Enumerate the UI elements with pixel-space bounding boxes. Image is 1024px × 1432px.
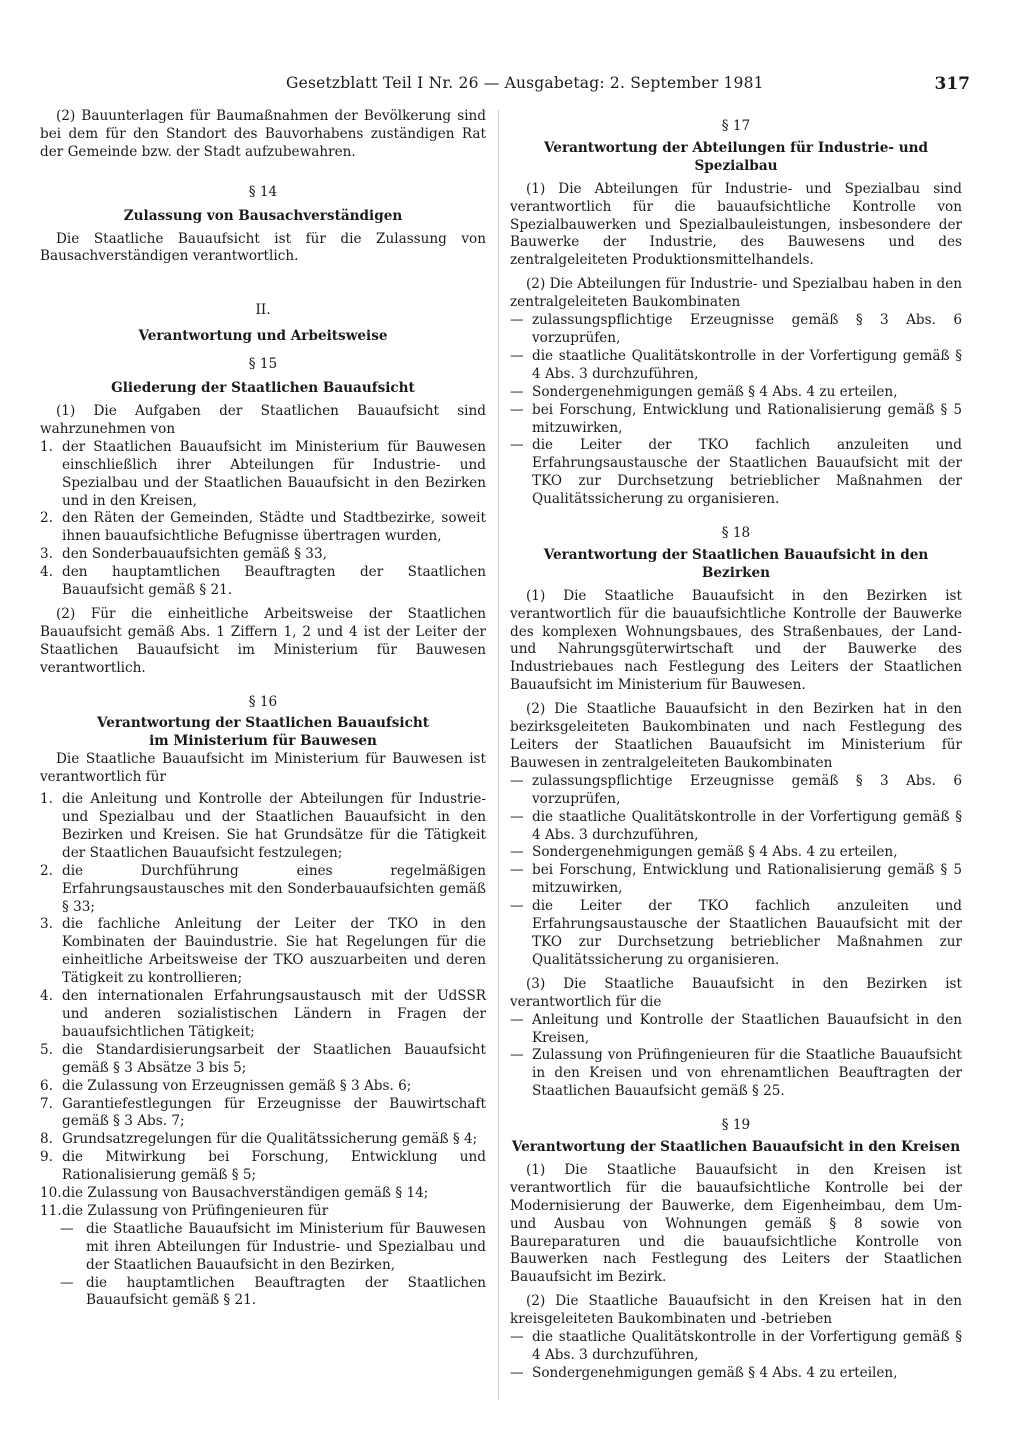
dash-marker: — [510, 437, 524, 454]
list-item [40, 1203, 486, 1221]
section-16-number: § 16 [248, 693, 278, 710]
list-item-number: 5. [40, 1041, 53, 1058]
list-item [40, 1131, 486, 1149]
dash-list-item [510, 348, 962, 384]
sub-list-item [40, 1275, 486, 1311]
dash-list-item [510, 1047, 962, 1101]
list-item-number: 4. [40, 564, 53, 581]
dash-marker: — [510, 1047, 524, 1064]
list-item [40, 546, 486, 564]
dash-list-item [510, 844, 962, 862]
section-18-number: § 18 [721, 525, 751, 542]
section-15-title: Gliederung der Staatlichen Bauaufsicht [111, 380, 415, 397]
left-column [40, 108, 486, 1310]
dash-list-item-text: zulassungspflichtige Erzeugnisse gemäß § 3 Abs. 6 vorzuprüfen, [532, 772, 962, 807]
list-item-text: die Anleitung und Kontrolle der Abteilungen für Industrie- und Spezialbau und der Staatlichen Bauaufsicht in den Bezirken und Kreisen. Sie hat Grundsätze für die Tätigkeit der Staatlichen Bauaufsicht festzulegen; [62, 791, 486, 861]
dash-marker: — [510, 383, 524, 400]
dash-list-item-text: Sondergenehmigungen gemäß § 4 Abs. 4 zu erteilen, [532, 1364, 898, 1381]
list-item-number: 9. [40, 1149, 53, 1166]
dash-list-item [510, 1012, 962, 1048]
dash-marker: — [510, 772, 524, 789]
dash-list-item [510, 862, 962, 898]
dash-marker: — [510, 1329, 524, 1346]
list-item [40, 916, 486, 988]
section-15-number: § 15 [248, 356, 278, 373]
list-item [40, 1149, 486, 1185]
dash-list-item-text: Sondergenehmigungen gemäß § 4 Abs. 4 zu erteilen, [532, 844, 898, 861]
dash-marker: — [510, 401, 524, 418]
right-column [510, 108, 962, 1383]
section-19-paragraph-1: (1) Die Staatliche Bauaufsicht in den Kreisen ist verantwortlich für die bauaufsichtliche Kontrolle bei der Modernisierung der Bauwerke, dem Eigenheimbau, dem Um- und Ausbau von Wohnungen gemäß § 8 sowie von Baureparaturen und die bauaufsichtliche Kontrolle von Bauwerken nach Festlegung des Leiters der Staatlichen Bauaufsicht im Bezirk. [510, 1161, 962, 1286]
list-item [40, 988, 486, 1042]
dash-list-item [510, 809, 962, 845]
dash-list-item-text: die Leiter der TKO fachlich anzuleiten und Erfahrungsaustausche der Staatlichen Bauaufsicht mit der TKO zur Durchsetzung betrieblicher Maßnahmen zur Qualitätssicherung zu organisieren. [532, 898, 962, 968]
dash-list-item-text: Sondergenehmigungen gemäß § 4 Abs. 4 zu erteilen, [532, 383, 898, 400]
dash-list-item [510, 773, 962, 809]
list-item-number: 7. [40, 1095, 53, 1112]
list-item-number: 8. [40, 1131, 53, 1148]
dash-list-item [510, 312, 962, 348]
sub-list-item [40, 1221, 486, 1275]
dash-list-item-text: bei Forschung, Entwicklung und Rationalisierung gemäß § 5 mitzuwirken, [532, 862, 962, 897]
dash-list-item [510, 384, 962, 402]
list-item-number: 1. [40, 791, 53, 808]
column-divider [498, 110, 499, 1400]
dash-marker: — [510, 1011, 524, 1028]
dash-marker: — [510, 844, 524, 861]
section-17-title: Verantwortung der Abteilungen für Industrie- und Spezialbau [544, 139, 928, 174]
header-title: Gesetzblatt Teil I Nr. 26 — Ausgabetag: 2. September 1981 [286, 74, 764, 92]
section-17-number: § 17 [721, 118, 751, 134]
section-14-text: Die Staatliche Bauaufsicht ist für die Zulassung von Bausachverständigen verantwortlich. [40, 230, 486, 265]
list-item-number: 4. [40, 988, 53, 1005]
section-16-title-line-1: Verantwortung der Staatlichen Bauaufsicht [96, 715, 430, 732]
dash-marker: — [510, 312, 524, 329]
section-18-paragraph-3: (3) Die Staatliche Bauaufsicht in den Bezirken ist verantwortlich für die [510, 975, 962, 1010]
dash-marker: — [60, 1220, 74, 1237]
list-item [40, 1078, 486, 1096]
paragraph-intro: (2) Bauunterlagen für Baumaßnahmen der Bevölkerung sind bei dem für den Standort des Bauvorhabens zuständigen Rat der Gemeinde bzw. der Stadt aufzubewahren. [40, 108, 486, 160]
list-item [40, 510, 486, 546]
list-item [40, 564, 486, 600]
section-19-title: Verantwortung der Staatlichen Bauaufsicht in den Kreisen [511, 1139, 961, 1156]
dash-marker: — [510, 347, 524, 364]
list-item [40, 439, 486, 511]
list-item-text: die Mitwirkung bei Forschung, Entwicklung und Rationalisierung gemäß § 5; [62, 1149, 486, 1184]
page-number: 317 [934, 74, 970, 94]
sub-list-item-text: die hauptamtlichen Beauftragten der Staatlichen Bauaufsicht gemäß § 21. [86, 1274, 486, 1309]
section-15-paragraph-1: (1) Die Aufgaben der Staatlichen Bauaufsicht sind wahrzunehmen von [40, 402, 486, 437]
dash-list-item-text: die staatliche Qualitätskontrolle in der Vorfertigung gemäß § 4 Abs. 3 durchzuführen, [532, 347, 962, 382]
list-item-text: den internationalen Erfahrungsaustausch mit der UdSSR und anderen sozialistischen Ländern in Fragen der bauaufsichtlichen Tätigkeit; [62, 988, 486, 1040]
dash-marker: — [60, 1274, 74, 1291]
list-item-text: die Durchführung eines regelmäßigen Erfahrungsaustausches mit den Sonderbauaufsichten gemäß § 33; [62, 862, 486, 915]
section-19-paragraph-2: (2) Die Staatliche Bauaufsicht in den Kreisen hat in den kreisgeleiteten Baukombinaten und -betrieben [510, 1293, 962, 1328]
section-14-number: § 14 [248, 183, 278, 200]
list-item-text: Garantiefestlegungen für Erzeugnisse der Bauwirtschaft gemäß § 3 Abs. 7; [62, 1095, 486, 1130]
dash-list-item [510, 898, 962, 970]
dash-list-item-text: die Leiter der TKO fachlich anzuleiten und Erfahrungsaustausche der Staatlichen Bauaufsicht mit der TKO zur Durchsetzung betrieblicher Maßnahmen der Qualitätssicherung zu organisieren. [532, 437, 962, 508]
dash-list-item-text: die staatliche Qualitätskontrolle in der Vorfertigung gemäß § 4 Abs. 3 durchzuführen, [532, 808, 962, 843]
list-item-text: Grundsatzregelungen für die Qualitätssicherung gemäß § 4; [62, 1131, 478, 1148]
section-16-intro: Die Staatliche Bauaufsicht im Ministerium für Bauwesen ist verantwortlich für [40, 751, 486, 786]
list-item-number: 10. [40, 1185, 62, 1202]
section-14-title: Zulassung von Bausachverständigen [123, 207, 403, 224]
dash-marker: — [510, 808, 524, 825]
dash-list-item [510, 402, 962, 438]
list-item [40, 1185, 486, 1203]
list-item [40, 1042, 486, 1078]
list-item-text: die Zulassung von Bausachverständigen gemäß § 14; [62, 1185, 429, 1202]
dash-list-item-text: zulassungspflichtige Erzeugnisse gemäß § 3 Abs. 6 vorzuprüfen, [532, 312, 962, 346]
dash-marker: — [510, 1364, 524, 1381]
section-18-title: Verantwortung der Staatlichen Bauaufsicht in den Bezirken [543, 546, 929, 581]
list-item-text: die fachliche Anleitung der Leiter der TKO in den Kombinaten der Bauindustrie. Sie hat Regelungen für die einheitliche Arbeitsweise der TKO auszuarbeiten und deren Tätigkeit zu kontrollieren; [62, 916, 486, 987]
section-19-number: § 19 [721, 1117, 751, 1134]
list-item-number: 2. [40, 510, 53, 527]
list-item-number: 1. [40, 438, 53, 455]
list-item [40, 791, 486, 863]
list-item-number: 6. [40, 1077, 53, 1094]
list-item [40, 1096, 486, 1132]
section-17-paragraph-1: (1) Die Abteilungen für Industrie- und Spezialbau sind verantwortlich für die bauaufsichtliche Kontrolle von Spezialbauwerken und Spezialbauleistungen, insbesondere der Bauwerke der Industrie, des Bauwesens und des zentralgeleiteten Produktionsmittelhandels. [510, 180, 962, 269]
section-18-paragraph-2: (2) Die Staatliche Bauaufsicht in den Bezirken hat in den bezirksgeleiteten Baukombinaten und nach Festlegung des Leiters der Staatlichen Bauaufsicht im Ministerium für Bauwesen in zentralgeleiteten Baukombinaten [510, 701, 962, 771]
list-item-text: die Zulassung von Erzeugnissen gemäß § 3 Abs. 6; [62, 1077, 412, 1094]
list-item-text: die Zulassung von Prüfingenieuren für [62, 1202, 329, 1219]
page-header [30, 70, 970, 98]
dash-list-item [510, 1365, 962, 1383]
dash-marker: — [510, 898, 524, 915]
section-18-paragraph-1: (1) Die Staatliche Bauaufsicht in den Bezirken ist verantwortlich für die bauaufsichtliche Kontrolle der Bauwerke des komplexen Wohnungsbaues, des Straßenbaues, der Land- und Nahrungsgüterwirtschaft und der Bauwerke des Industriebaues nach Festlegung des Leiters der Staatlichen Bauaufsicht im Ministerium für Bauwesen. [510, 587, 962, 694]
dash-list-item-text: bei Forschung, Entwicklung und Rationalisierung gemäß § 5 mitzuwirken, [532, 401, 962, 436]
list-item-text: den Sonderbauaufsichten gemäß § 33, [62, 546, 327, 563]
dash-list-item-text: Zulassung von Prüfingenieuren für die Staatliche Bauaufsicht in den Kreisen und von ehrenamtlichen Beauftragten der Staatlichen Bauaufsicht gemäß § 25. [532, 1047, 962, 1100]
list-item-number: 11. [40, 1202, 62, 1219]
dash-list-item-text: Anleitung und Kontrolle der Staatlichen Bauaufsicht in den Kreisen, [532, 1011, 962, 1046]
list-item-number: 2. [40, 862, 53, 879]
dash-list-item [510, 437, 962, 509]
section-15-paragraph-2: (2) Für die einheitliche Arbeitsweise der Staatlichen Bauaufsicht gemäß Abs. 1 Ziffern 1, 2 und 4 ist der Leiter der Staatlichen Bauaufsicht im Ministerium für Bauwesen verantwortlich. [40, 605, 486, 676]
dash-list-item [510, 1329, 962, 1365]
section-16-title-line-2: im Ministerium für Bauwesen [149, 733, 377, 750]
sub-list-item-text: die Staatliche Bauaufsicht im Ministerium für Bauwesen mit ihren Abteilungen für Industrie- und Spezialbau und der Staatlichen Bauaufsicht in den Bezirken, [86, 1220, 486, 1273]
list-item [40, 863, 486, 917]
dash-list-item-text: die staatliche Qualitätskontrolle in der Vorfertigung gemäß § 4 Abs. 3 durchzuführen, [532, 1329, 962, 1363]
list-item-text: der Staatlichen Bauaufsicht im Ministerium für Bauwesen einschließlich ihrer Abteilungen für Industrie- und Spezialbau und der Staatlichen Bauaufsicht in den Bezirken und in den Kreisen, [62, 438, 486, 509]
list-item-number: 3. [40, 916, 53, 933]
part-2-number: II. [255, 302, 271, 319]
list-item-number: 3. [40, 546, 53, 563]
list-item-text: die Standardisierungsarbeit der Staatlichen Bauaufsicht gemäß § 3 Absätze 3 bis 5; [62, 1041, 486, 1076]
dash-marker: — [510, 862, 524, 879]
part-2-title: Verantwortung und Arbeitsweise [138, 328, 388, 345]
list-item-text: den hauptamtlichen Beauftragten der Staatlichen Bauaufsicht gemäß § 21. [62, 564, 486, 599]
section-17-paragraph-2: (2) Die Abteilungen für Industrie- und Spezialbau haben in den zentralgeleiteten Baukombinaten [510, 276, 962, 311]
list-item-text: den Räten der Gemeinden, Städte und Stadtbezirke, soweit ihnen bauaufsichtliche Befugnisse übertragen wurden, [62, 510, 486, 545]
